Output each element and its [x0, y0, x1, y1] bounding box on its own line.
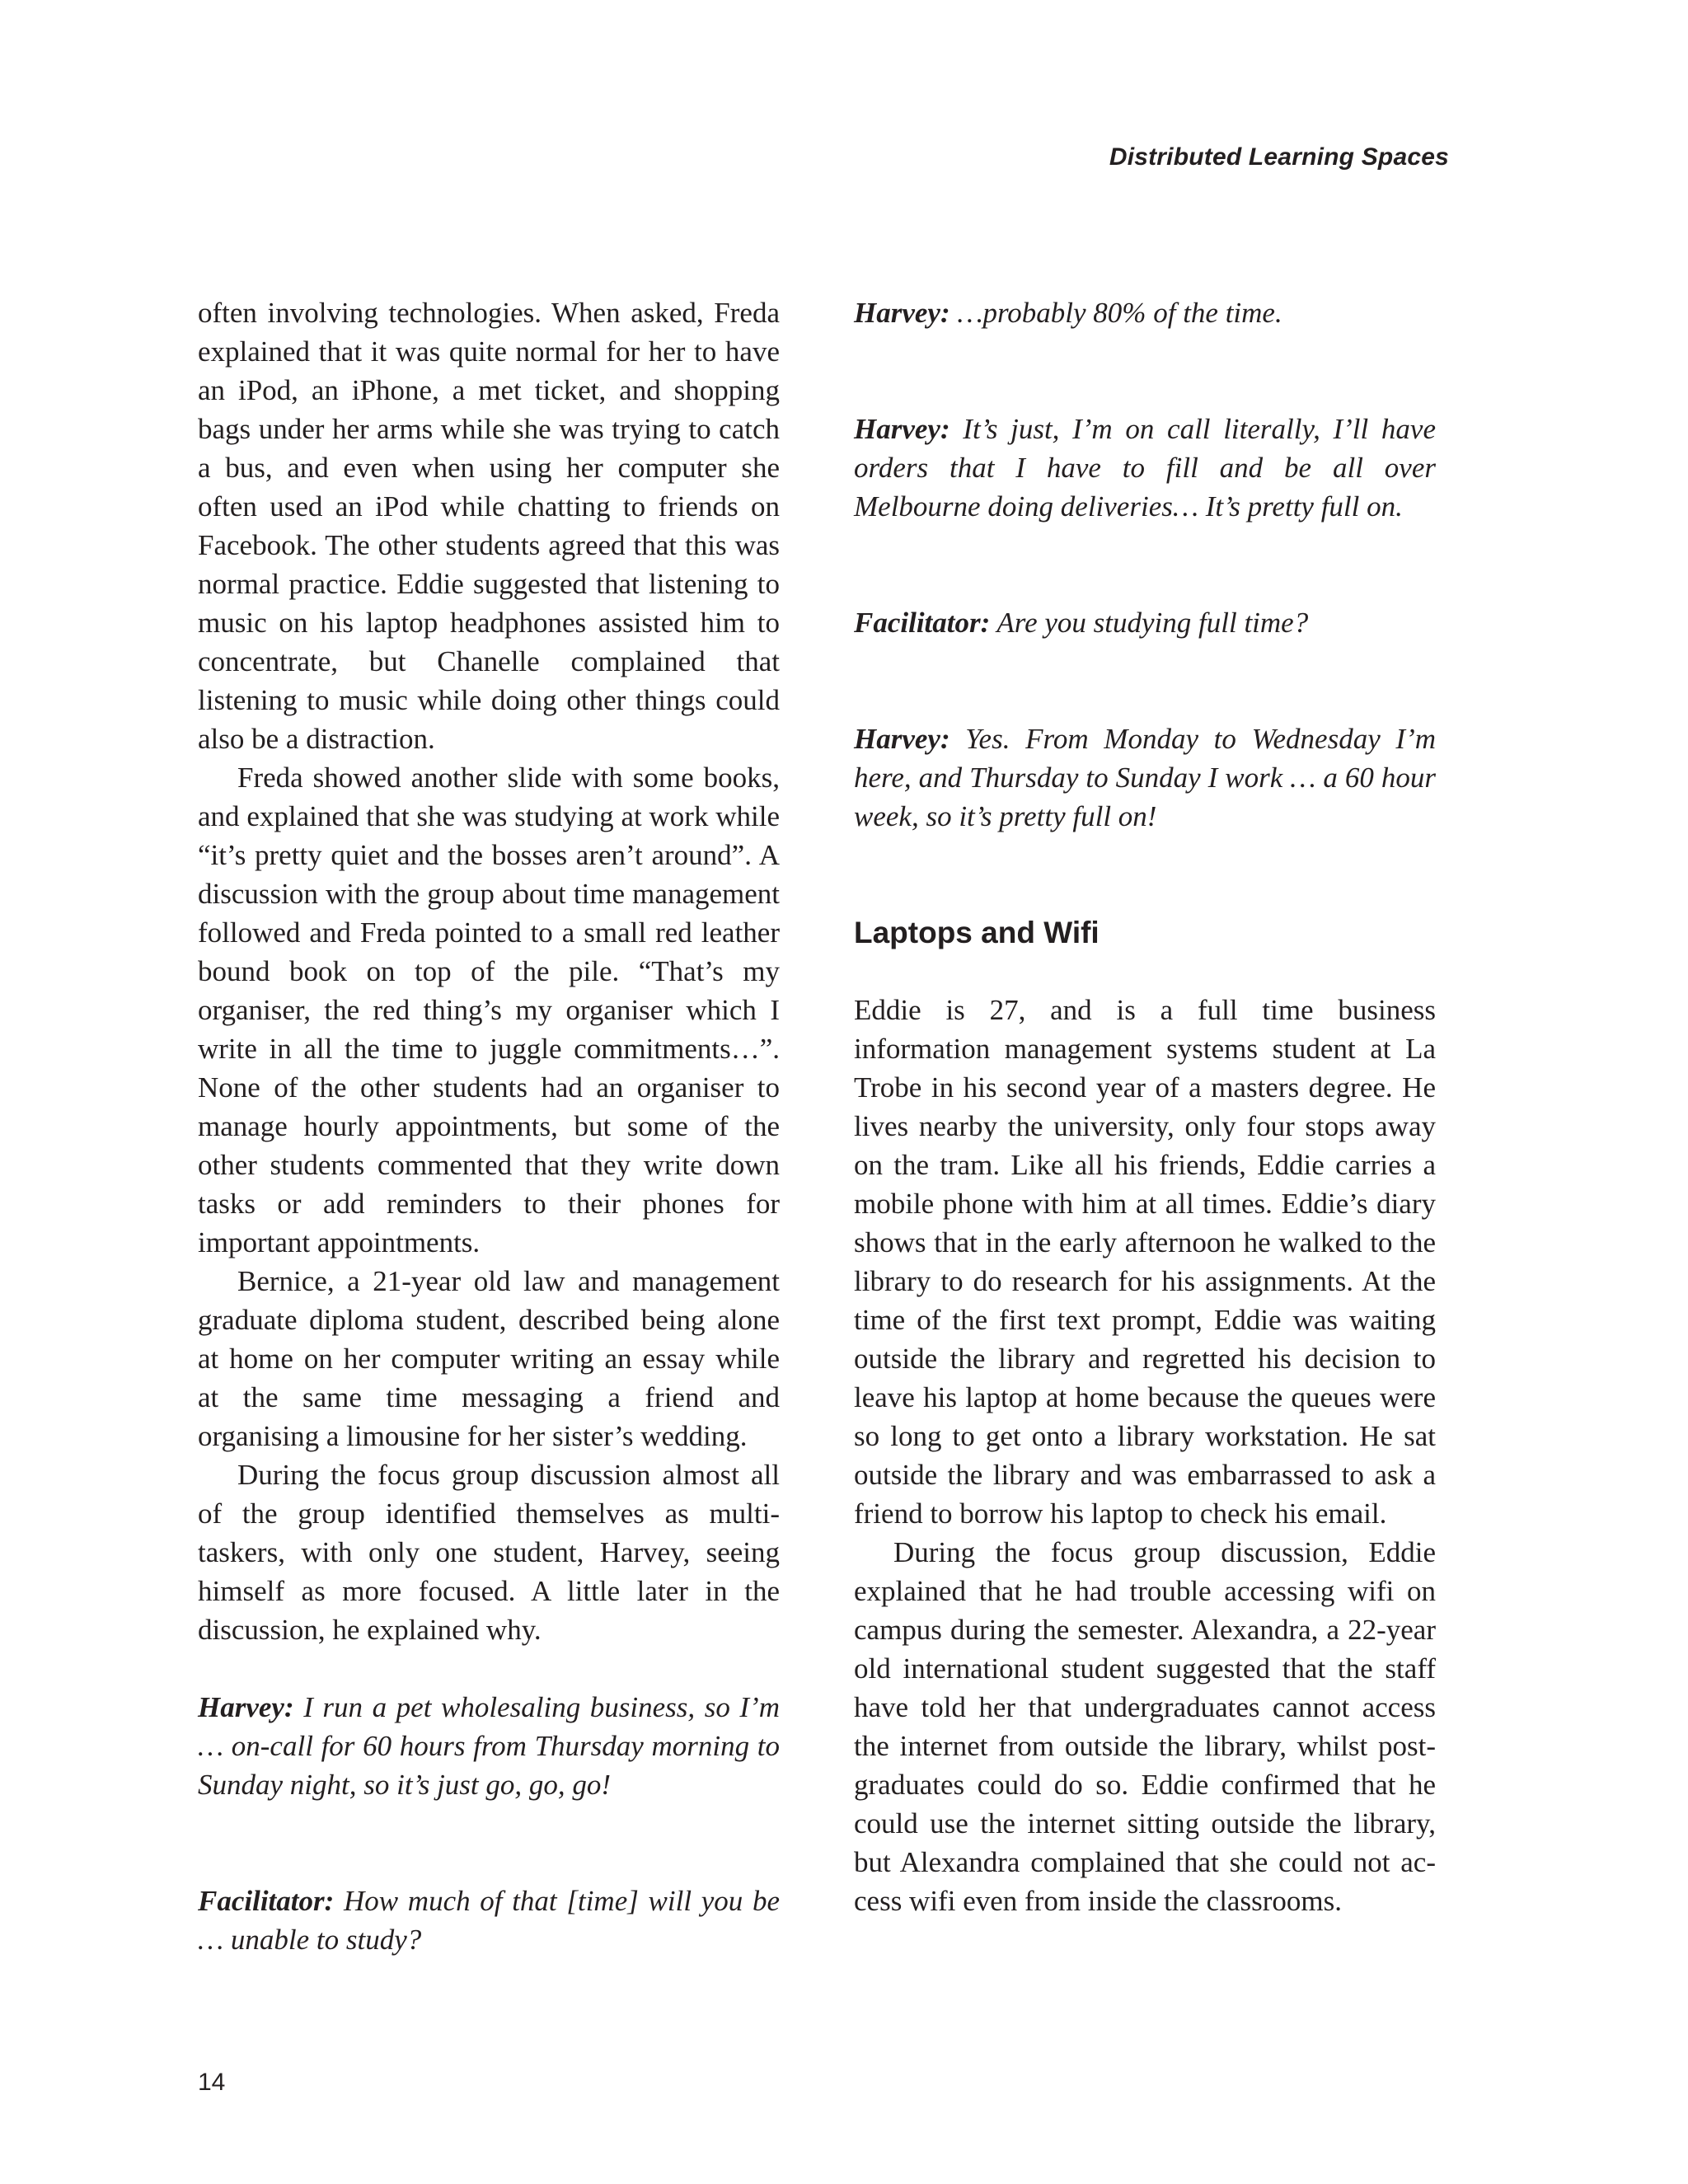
right-column	[854, 293, 1436, 1920]
dialogue-quote	[854, 410, 1436, 526]
quote-text: I run a pet wholesaling business, so I’m … on-call for 60 hours from Thursday morning to Sunday night, so it’s just go, go, go!	[198, 1691, 780, 1801]
spacer	[854, 642, 1436, 719]
dialogue-quote	[198, 1688, 780, 1804]
left-column	[198, 293, 780, 1959]
spacer	[854, 526, 1436, 603]
quote-text: It’s just, I’m on call literally, I’ll have orders that I have to fill and be all over Melbourne doing deliveries… It’s pretty full on.	[854, 413, 1437, 523]
body-paragraph: Freda showed another slide with some books, and explained that she was studying at work while “it’s pretty quiet and the bosses aren’t around”. A discussion with the group about time management followed and Freda pointed to a small red leather bound book on top of the pile. “That’s my organiser, the red thing’s my organiser which I write in all the time to juggle commitments…”. None of the other students had an organiser to manage hourly appointments, but some of the other students commented that they write down tasks or add reminders to their phones for important appointments.	[198, 762, 780, 1258]
speaker-label: Harvey:	[854, 723, 950, 755]
spacer	[198, 1804, 780, 1882]
body-paragraph: Eddie is 27, and is a full time business information management systems student at La Trobe in his second year of a masters degree. He lives nearby the university, only four stops away on the tram. Like all his friends, Eddie carries a mobile phone with him at all times. Eddie’s diary shows that in the early afternoon he walked to the library to do research for his assignments. At the time of the first text prompt, Eddie was waiting outside the library and regretted his decision to leave his laptop at home because the queues were so long to get onto a library workstation. He sat outside the library and was embarrassed to ask a friend to borrow his laptop to check his email.	[854, 994, 1436, 1530]
spacer	[198, 1649, 780, 1688]
body-paragraph: often involving technologies. When asked, Freda explained that it was quite normal for her to have an iPod, an iPhone, a met ticket, and shopping bags under her arms while she was trying to catch a bus, and even when using her computer she often used an iPod while chatting to friends on Facebook. The other students agreed that this was normal practice. Eddie suggested that listening to music on his laptop headphones assisted him to concentrate, but Chanelle complained that listening to music while doing other things could also be a distraction.	[198, 297, 780, 755]
quote-text: Yes. From Monday to Wednesday I’m here, and Thursday to Sunday I work … a 60 hour week, so it’s pretty full on!	[854, 723, 1436, 832]
spacer	[854, 836, 1436, 913]
speaker-label: Facilitator:	[198, 1885, 335, 1917]
body-paragraph: During the focus group discussion, Eddie explained that he had trouble accessing wifi on campus during the semester. Alexandra, a 22-year old international student suggested that the staff have told her that undergraduates cannot access the internet from outside the library, whilst postgraduates could do so. Eddie confirmed that he could use the internet sitting outside the library, but Alexandra complained that she could not access wifi even from inside the classrooms.	[854, 1536, 1436, 1917]
quote-text: How much of that [time] will you be … unable to study?	[198, 1885, 781, 1956]
quote-text: Are you studying full time?	[996, 607, 1309, 639]
dialogue-quote	[854, 293, 1436, 332]
section-heading: Laptops and Wifi	[854, 916, 1100, 949]
spacer	[854, 332, 1436, 410]
dialogue-quote	[854, 719, 1436, 836]
speaker-label: Harvey:	[198, 1691, 294, 1723]
spacer	[854, 952, 1436, 991]
body-paragraph: During the focus group discussion almost all of the group identified themselves as multi-taskers, with only one student, Harvey, seeing himself as more focused. A little later in the discussion, he explained why.	[198, 1459, 780, 1646]
running-head: Distributed Learning Spaces	[1109, 143, 1449, 171]
speaker-label: Harvey:	[854, 297, 950, 329]
quote-text: …probably 80% of the time.	[957, 297, 1282, 329]
speaker-label: Facilitator:	[854, 607, 991, 639]
dialogue-quote	[854, 603, 1436, 642]
dialogue-quote	[198, 1882, 780, 1959]
page-number: 14	[198, 2069, 226, 2096]
speaker-label: Harvey:	[854, 413, 950, 445]
body-paragraph: Bernice, a 21-year old law and management graduate diploma student, described being alone at home on her computer writing an essay while at the same time messaging a friend and organising a limousine for her sister’s wedding.	[198, 1265, 780, 1452]
